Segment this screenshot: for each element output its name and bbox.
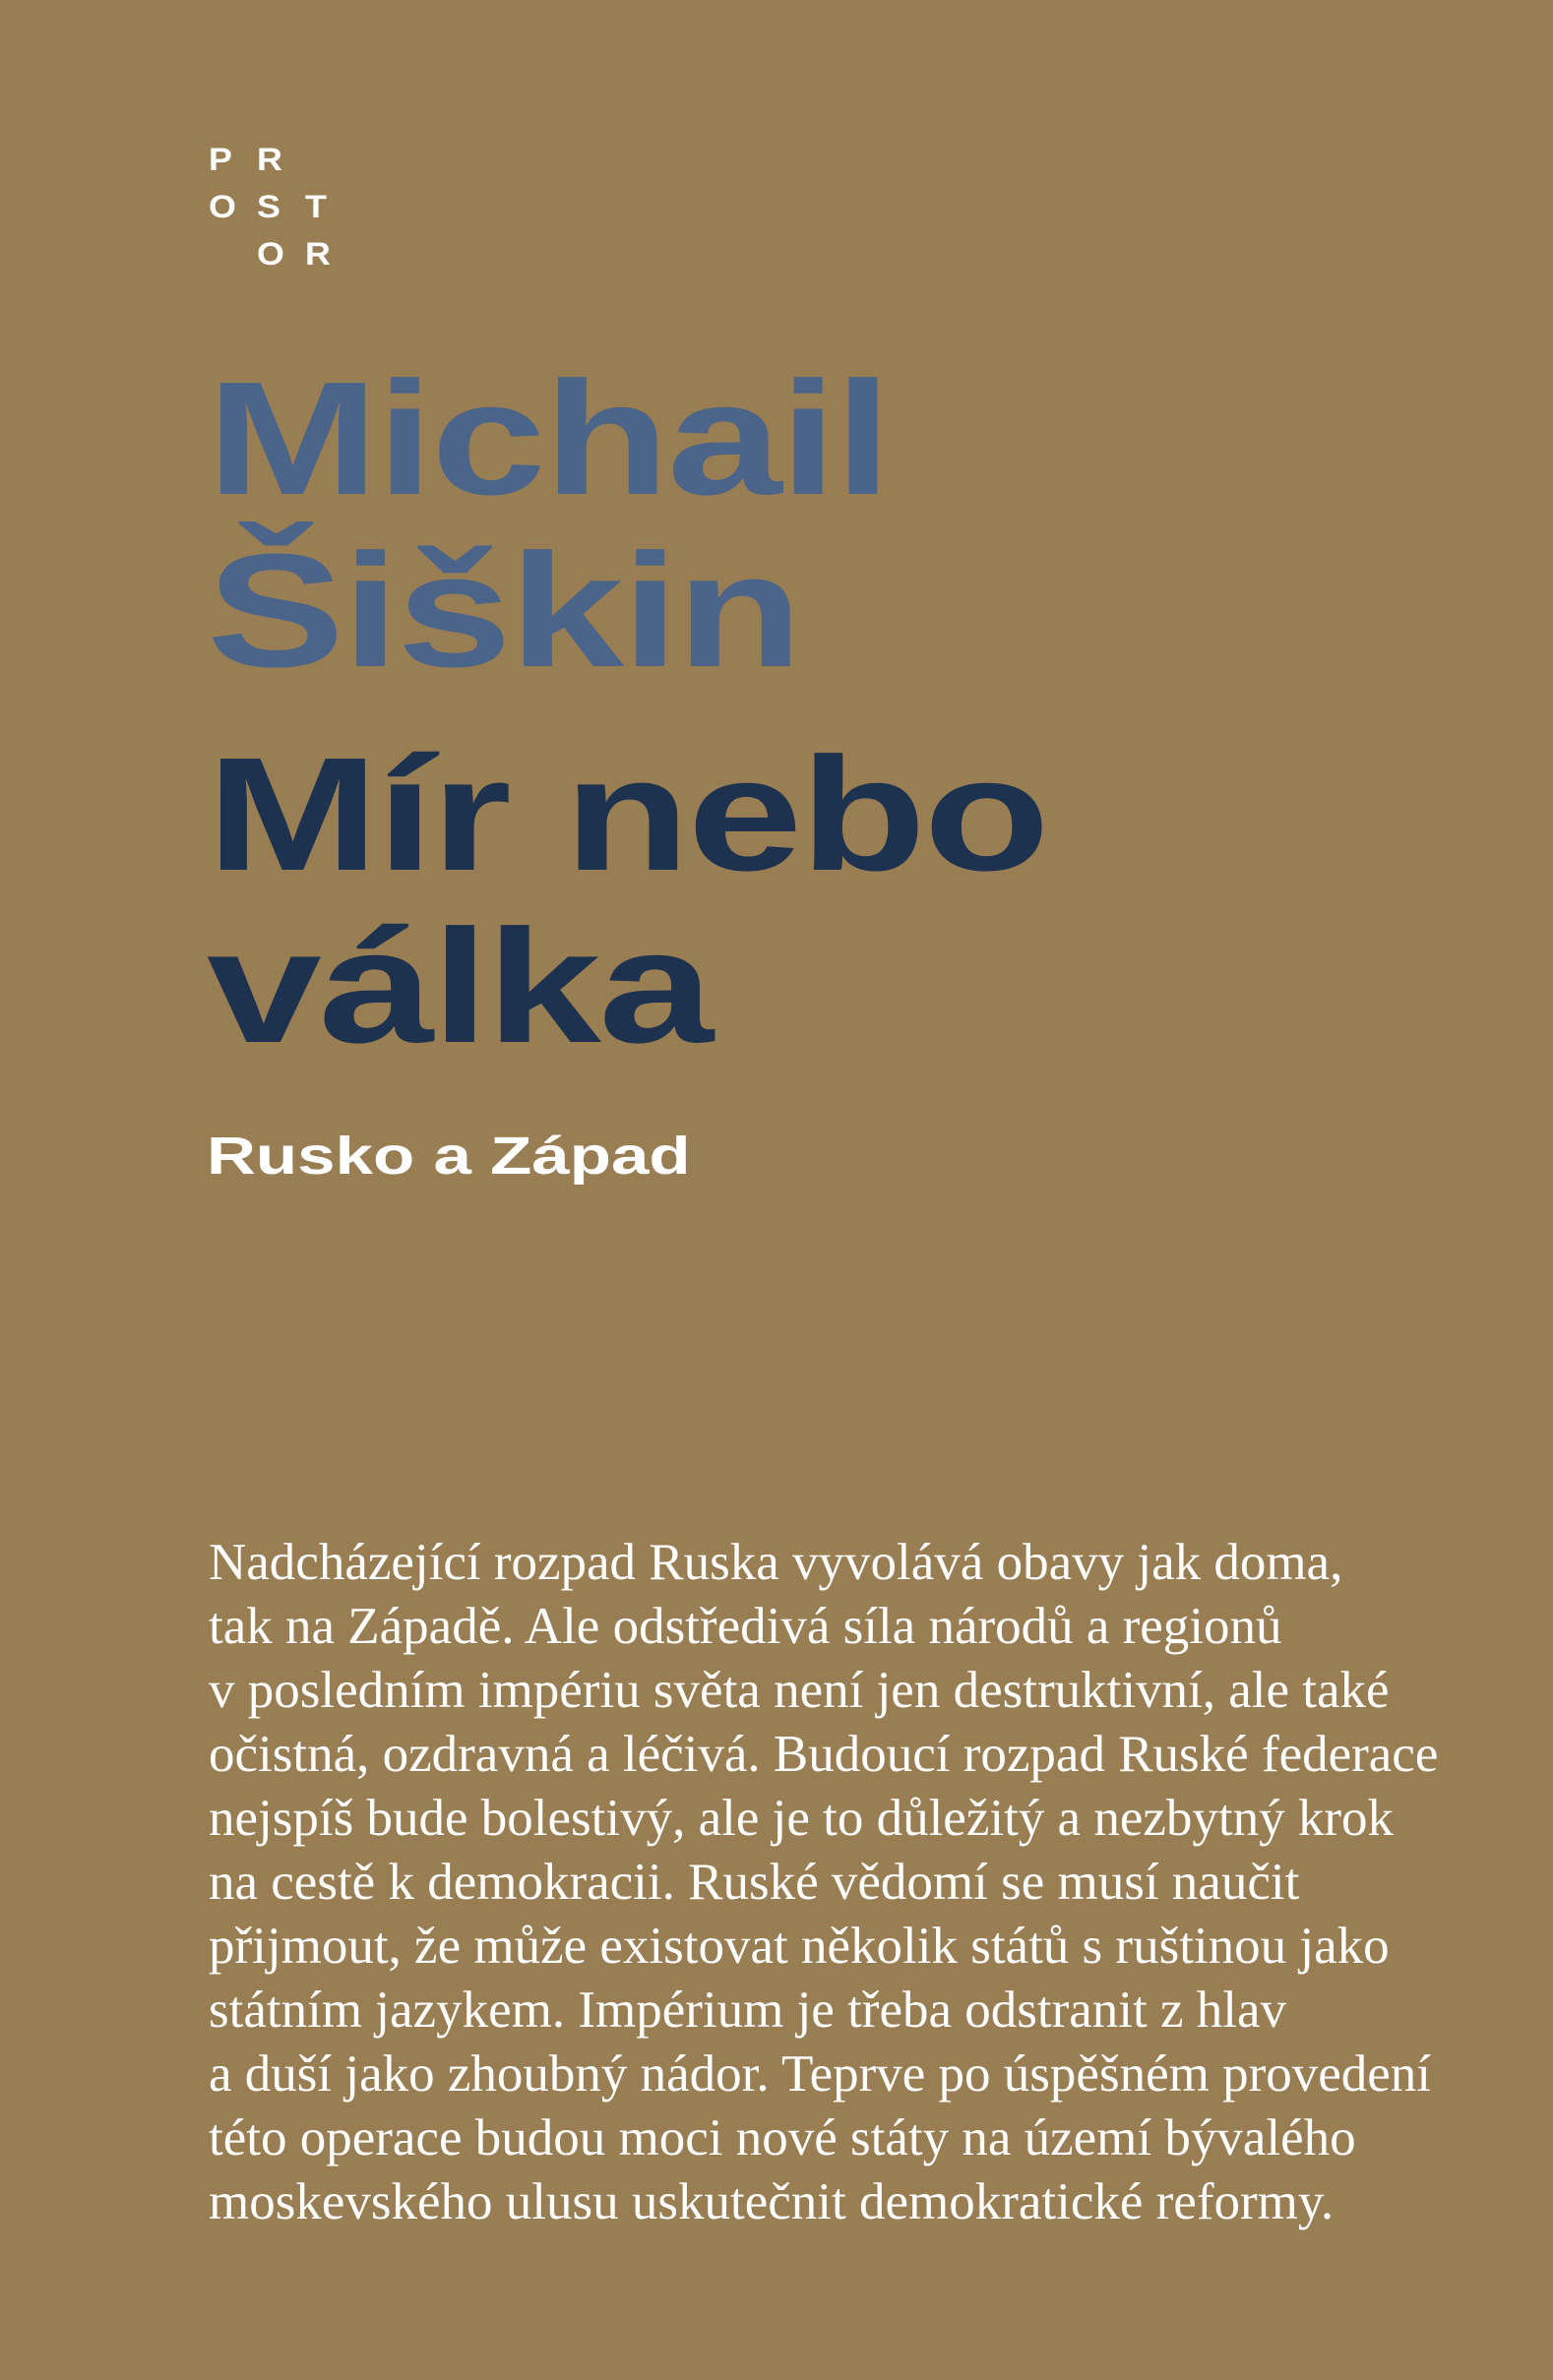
annotation-line: tak na Západě. Ale odstředivá síla národů a regionů: [209, 1598, 1282, 1655]
logo-letter: P: [209, 142, 232, 177]
author-name: [207, 348, 890, 701]
logo-letter: R: [305, 236, 331, 272]
book-title-line2: válka: [207, 896, 712, 1076]
logo-letter: S: [257, 189, 280, 224]
publisher-logo: [209, 142, 353, 289]
logo-letter: [305, 148, 359, 195]
logo-letter: T: [305, 189, 327, 224]
annotation-line: očistná, ozdravná a léčivá. Budoucí rozpad Ruské federace: [209, 1726, 1439, 1783]
annotation-line: této operace budou moci nové státy na území bývalého: [209, 2109, 1356, 2166]
author-name-line2: Šiškin: [207, 520, 801, 701]
book-title-line1: Mír nebo: [207, 724, 1048, 904]
annotation-line: v posledním impériu světa není jen destruktivní, ale také: [209, 1662, 1390, 1719]
annotation-line: a duší jako zhoubný nádor. Teprve po úspěšném provedení: [209, 2045, 1432, 2103]
annotation-line: přijmout, že může existovat několik států s ruštinou jako: [209, 1918, 1390, 1975]
annotation-line: nejspíš bude bolestivý, ale je to důležitý a nezbytný krok: [209, 1790, 1394, 1847]
logo-letter: O: [257, 236, 284, 272]
annotation-text: [209, 1531, 1439, 2234]
annotation-line: státním jazykem. Impérium je třeba odstranit z hlav: [209, 1982, 1286, 2039]
annotation-line: moskevského ulusu uskutečnit demokratické reformy.: [209, 2173, 1335, 2230]
author-name-line1: Michail: [207, 348, 890, 528]
annotation-line: na cestě k demokracii. Ruské vědomí se musí naučit: [209, 1854, 1300, 1911]
logo-letter: [209, 242, 263, 289]
book-title: [207, 724, 1048, 1076]
logo-letter: O: [209, 189, 236, 224]
book-subtitle: Rusko a Západ: [207, 1127, 691, 1186]
logo-letter: R: [257, 142, 282, 177]
annotation-line: Nadcházející rozpad Ruska vyvolává obavy jak doma,: [209, 1534, 1343, 1591]
